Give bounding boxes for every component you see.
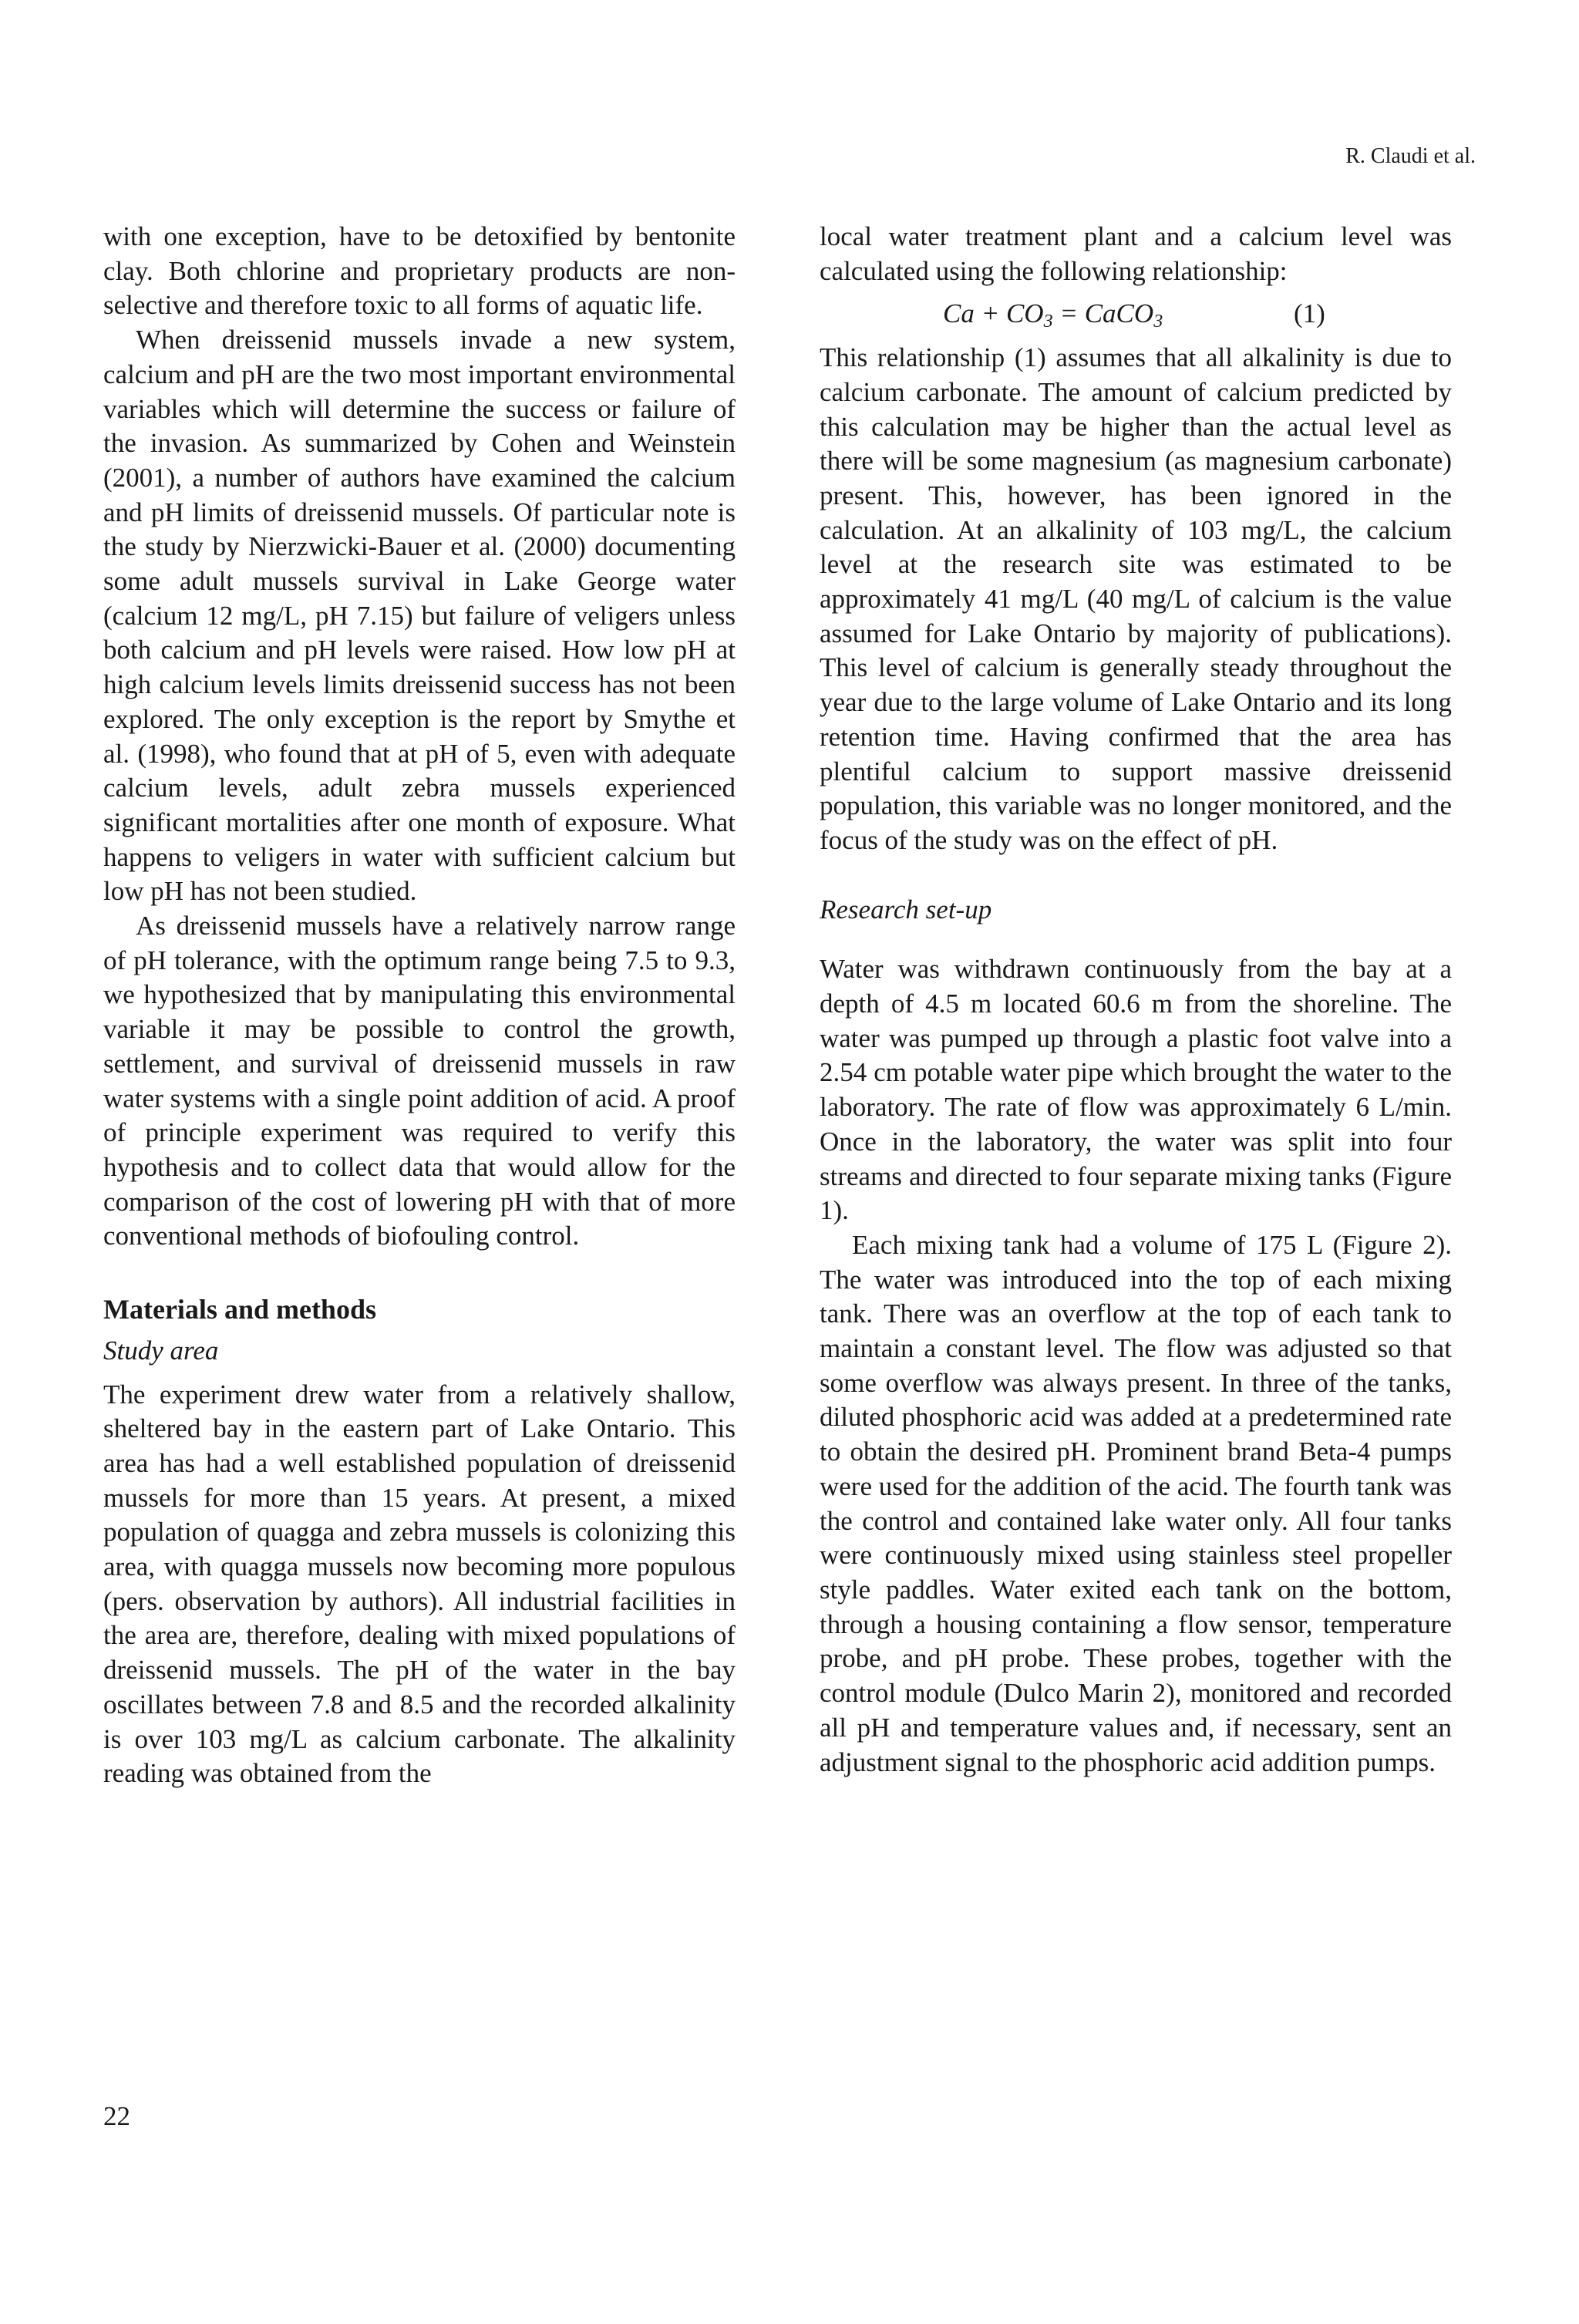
subheading-study-area: Study area <box>103 1335 219 1366</box>
right-paragraph-4: Each mixing tank had a volume of 175 L (Figure 2). The water was introduced into the top of each mixing tank. There was an overflow at the top of each tank to maintain a constant level. The flow was adjusted so that some overflow was always present. In three of the tanks, diluted phosphoric acid was added at a predetermined rate to obtain the desired pH. Prominent brand Beta-4 pumps were used for the addition of the acid. The fourth tank was the control and contained lake water only. All four tanks were continuously mixed using stainless steel propeller style paddles. Water exited each tank on the bottom, through a housing containing a flow sensor, temperature probe, and pH probe. These probes, together with the control module (Dulco Marin 2), monitored and recorded all pH and temperature values and, if necessary, sent an adjustment signal to the phosphoric acid addition pumps. <box>820 1229 1452 1777</box>
right-column <box>820 220 1452 1780</box>
right-paragraph-3: Water was withdrawn continuously from the bay at a depth of 4.5 m located 60.6 m from the shoreline. The water was pumped up through a plastic foot valve into a 2.54 cm potable water pipe which brought the water to the laboratory. The rate of flow was approximately 6 L/min. Once in the laboratory, the water was split into four streams and directed to four separate mixing tanks (Figure 1). <box>820 954 1452 1226</box>
left-column <box>103 220 736 1791</box>
right-paragraph-2: This relationship (1) assumes that all alkalinity is due to calcium carbonate. The amount of calcium predicted by this calculation may be higher than the actual level as there will be some magnesium (as magnesium carbonate) present. This, however, has been ignored in the calculation. At an alkalinity of 103 mg/L, the calcium level at the research site was estimated to be approximately 41 mg/L (40 mg/L of calcium is the value assumed for Lake Ontario by majority of publications). This level of calcium is generally steady throughout the year due to the large volume of Lake Ontario and its long retention time. Having confirmed that the area has plentiful calcium to support massive dreissenid population, this variable was no longer monitored, and the focus of the study was on the effect of pH. <box>820 342 1452 855</box>
equation-1 <box>820 297 1452 332</box>
equation-formula <box>943 297 1163 332</box>
running-head: R. Claudi et al. <box>1345 144 1476 168</box>
page-number: 22 <box>103 2101 130 2131</box>
equation-sub-2: 3 <box>1153 312 1163 332</box>
equation-rhs: = CaCO <box>1052 298 1154 329</box>
left-paragraph-1: with one exception, have to be detoxified by bentonite clay. Both chlorine and proprietary products are non-selective and therefore toxic to all forms of aquatic life. <box>103 221 736 321</box>
left-paragraph-3: As dreissenid mussels have a relatively narrow range of pH tolerance, with the optimum range being 7.5 to 9.3, we hypothesized that by manipulating this environmental variable it may be possible to control the growth, settlement, and survival of dreissenid mussels in raw water systems with a single point addition of acid. A proof of principle experiment was required to verify this hypothesis and to collect data that would allow for the comparison of the cost of lowering pH with that of more conventional methods of biofouling control. <box>103 911 736 1251</box>
subheading-research-setup: Research set-up <box>820 894 992 925</box>
equation-sub-1: 3 <box>1043 312 1053 332</box>
left-paragraph-4: The experiment drew water from a relatively shallow, sheltered bay in the eastern part of Lake Ontario. This area has had a well established population of dreissenid mussels for more than 15 years. At present, a mixed population of quagga and zebra mussels is colonizing this area, with quagga mussels now becoming more populous (pers. observation by authors). All industrial facilities in the area are, therefore, dealing with mixed populations of dreissenid mussels. The pH of the water in the bay oscillates between 7.8 and 8.5 and the recorded alkalinity is over 103 mg/L as calcium carbonate. The alkalinity reading was obtained from the <box>103 1379 736 1789</box>
section-heading-materials-methods: Materials and methods <box>103 1294 376 1325</box>
equation-number: (1) <box>1294 298 1325 329</box>
equation-lhs: Ca + CO <box>943 298 1044 329</box>
right-paragraph-1: local water treatment plant and a calcium level was calculated using the following relationship: <box>820 221 1452 286</box>
left-paragraph-2: When dreissenid mussels invade a new system, calcium and pH are the two most important environmental variables which will determine the success or failure of the invasion. As summarized by Cohen and Weinstein (2001), a number of authors have examined the calcium and pH limits of dreissenid mussels. Of particular note is the study by Nierzwicki-Bauer et al. (2000) documenting some adult mussels survival in Lake George water (calcium 12 mg/L, pH 7.15) but failure of veligers unless both calcium and pH levels were raised. How low pH at high calcium levels limits dreissenid success has not been explored. The only exception is the report by Smythe et al. (1998), who found that at pH of 5, even with adequate calcium levels, adult zebra mussels experienced significant mortalities after one month of exposure. What happens to veligers in water with sufficient calcium but low pH has not been studied. <box>103 325 736 907</box>
